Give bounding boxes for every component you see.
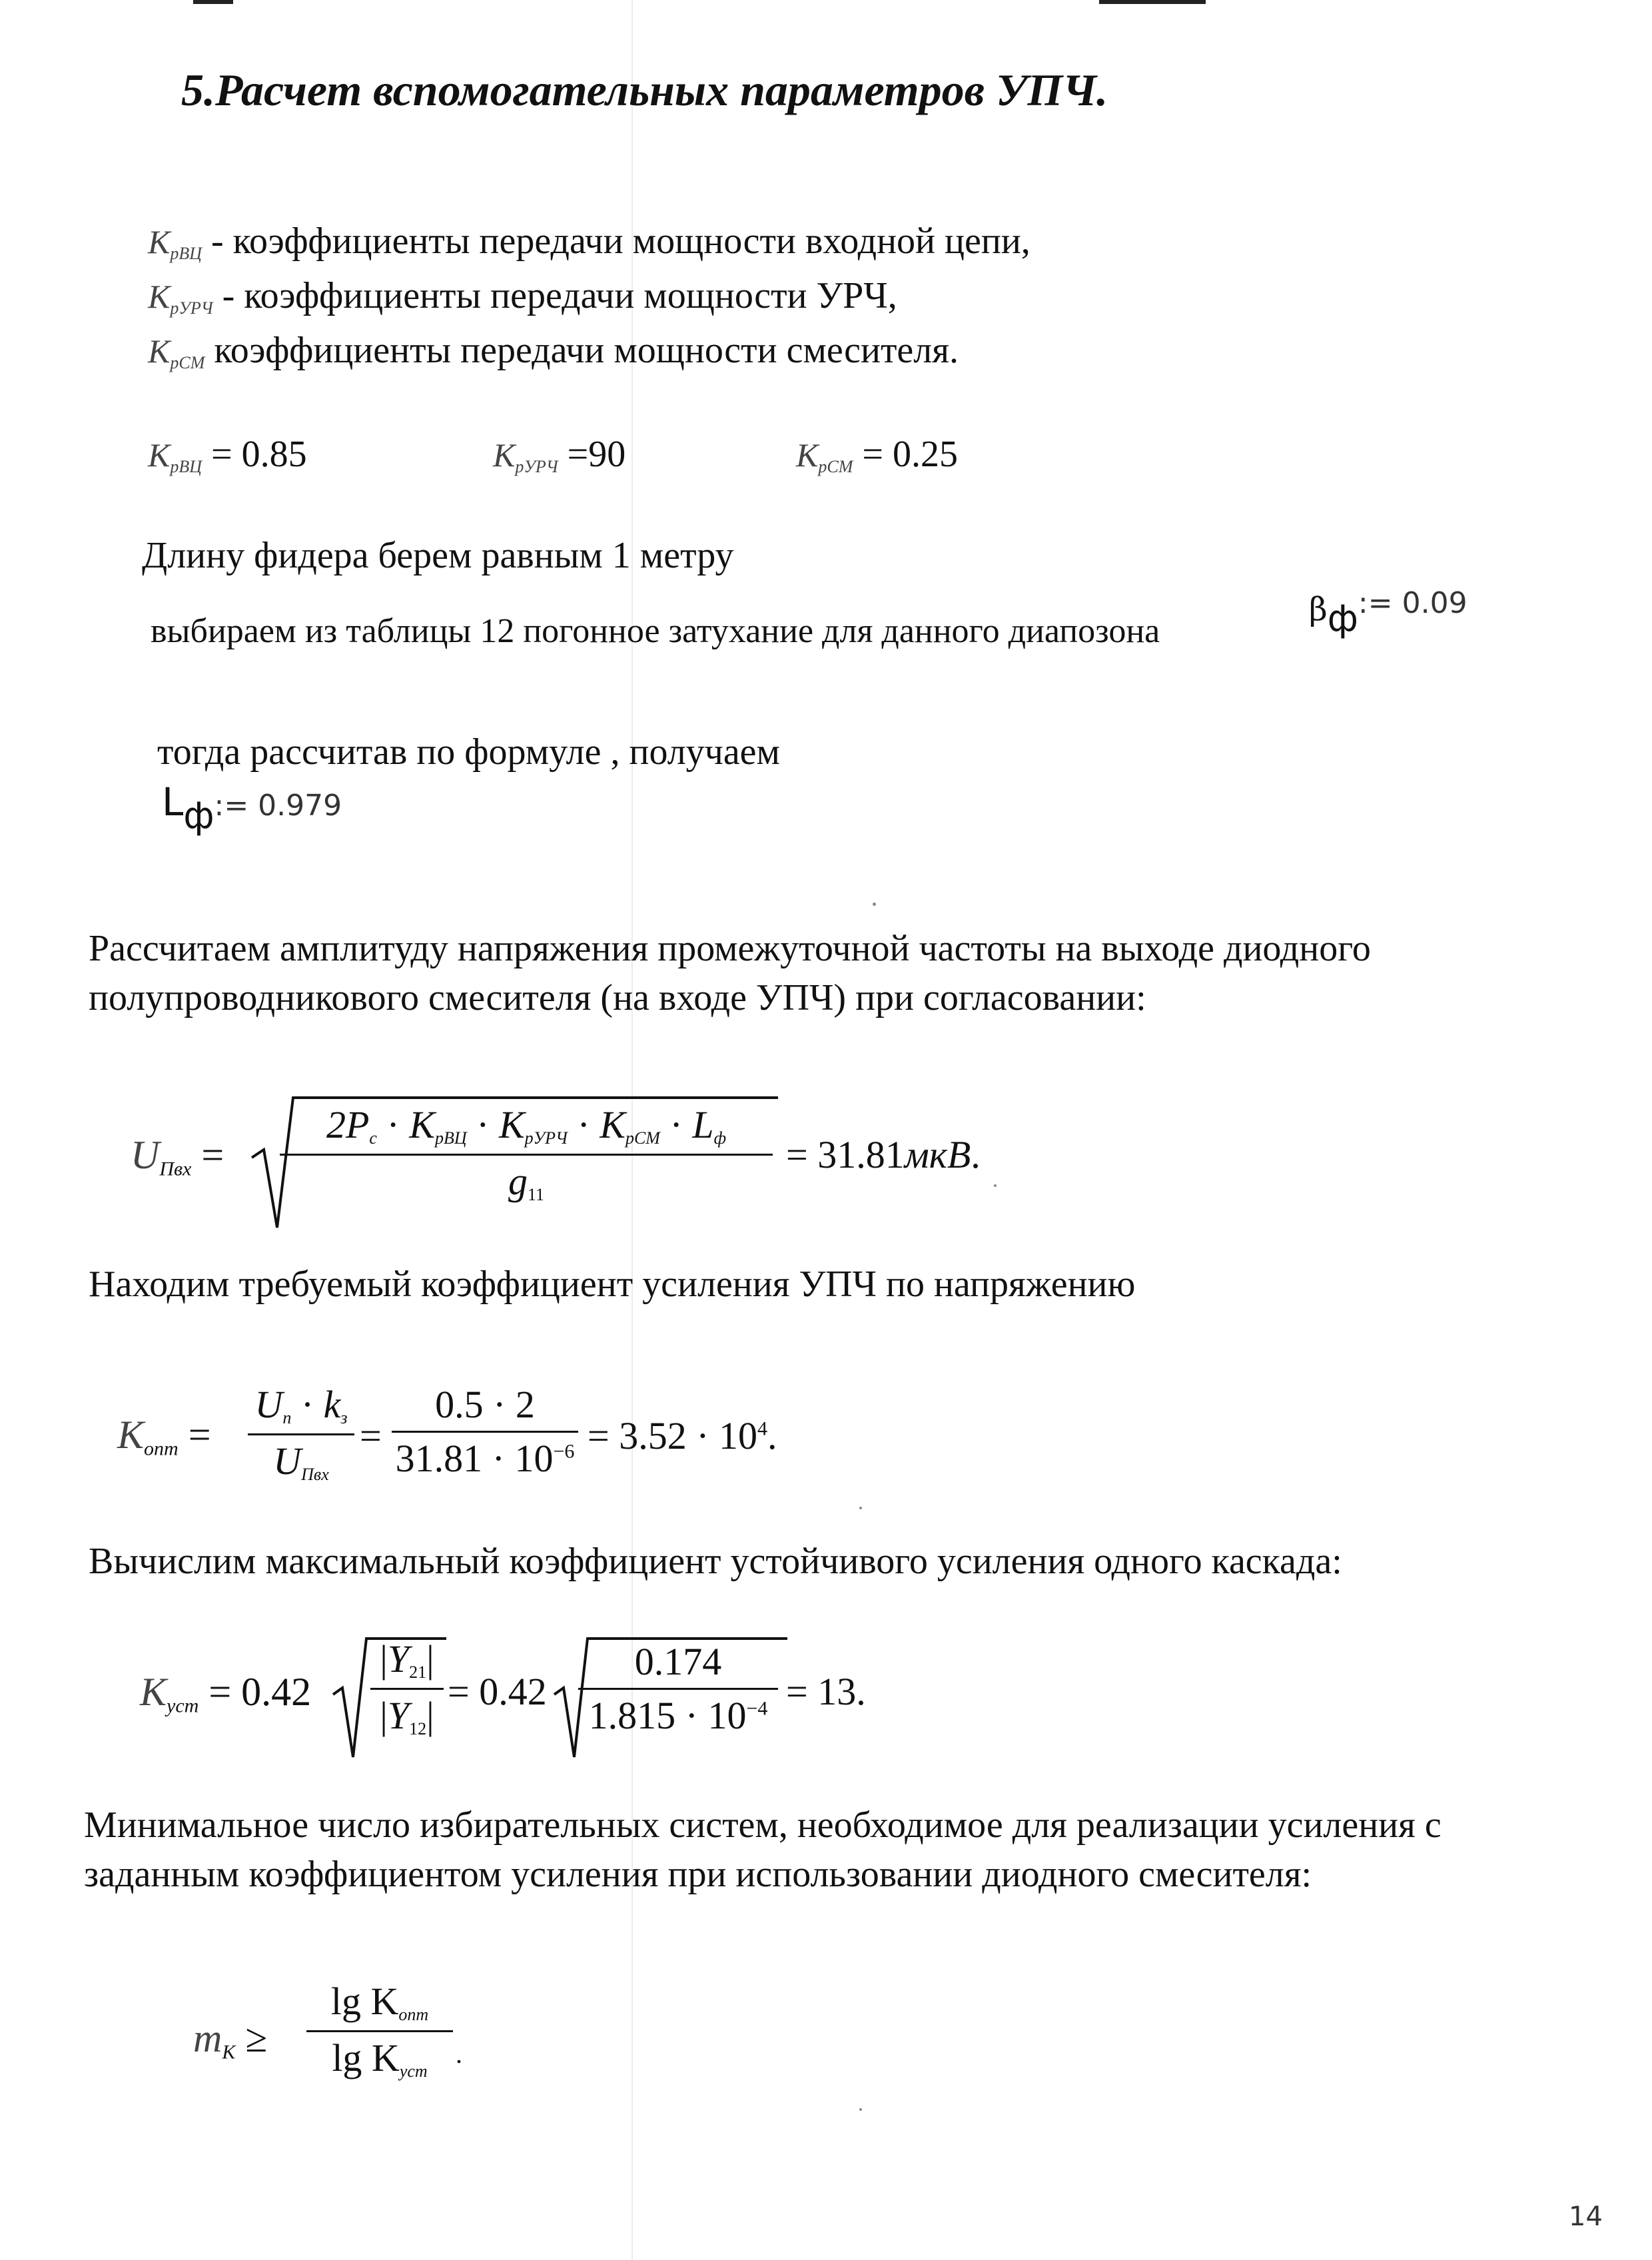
header-remnant-left — [193, 0, 233, 4]
scan-speck — [859, 1507, 862, 1509]
scan-speck — [994, 1184, 997, 1187]
formula-k-ust-fraction-2: 0.174 $1.815 \cdot 10^{-4}$ — [578, 1643, 778, 1735]
min-systems-text-line-1: Минимальное число избирательных систем, необходимое для реализации усиления с — [84, 1804, 1442, 1846]
scan-speck — [859, 2108, 862, 2111]
formula-k-ust-result: = 13. — [786, 1670, 866, 1713]
max-gain-text: Вычислим максимальный коэффициент устойчивого усиления одного каскада: — [89, 1541, 1342, 1582]
value-krvc: $K_{рВЦ} = 0.85$ — [148, 434, 307, 477]
formula-k-opt-result: = $3.52 \cdot 10^4$. — [588, 1414, 777, 1457]
value-krsm: $K_{рСМ} = 0.25$ — [796, 434, 958, 477]
formula-m-k-lhs: $m_K$ ≥ — [193, 2016, 268, 2064]
definition-line-1 — [148, 220, 1031, 264]
formula-k-opt-fraction-1: $U_п \cdot k_з$ $U_{Пвх}$ — [248, 1385, 354, 1483]
formula-m-k-fraction: $\lg K_{опт}$ $\lg K_{уст}$ — [306, 1982, 453, 2080]
definition-text: коэффициенты передачи мощности смесителя. — [205, 330, 959, 371]
section-title: 5.Расчет вспомогательных параметров УПЧ. — [181, 65, 1108, 115]
scan-speck — [873, 903, 876, 906]
formula-m-k-end: . — [456, 2039, 462, 2069]
fraction-denominator: $g_{11}$ — [508, 1160, 545, 1205]
formula-k-ust-lhs: $K_{уст} = 0.42$ — [140, 1670, 312, 1717]
definition-line-2 — [148, 274, 897, 318]
header-remnant-right — [1099, 0, 1206, 4]
table-choice-text: выбираем из таблицы 12 погонное затухание для данного диапозона — [151, 612, 1160, 650]
amplitude-text-line-2: полупроводникового смесителя (на входе УПЧ) при согласовании: — [89, 977, 1146, 1018]
fraction-numerator: $2P_c \cdot K_{рВЦ} \cdot K_{рУРЧ} \cdot K_{рСМ} \cdot L_ф$ — [326, 1103, 727, 1148]
formula-k-ust-fraction-1: $|Y_{21}|$ $|Y_{12}|$ — [370, 1640, 444, 1738]
symbol: $K_{рУРЧ}$ — [148, 278, 213, 318]
min-systems-text-line-2: заданным коэффициентом усиления при использовании диодного смесителя: — [84, 1854, 1312, 1895]
formula-k-ust-coef-2: = 0.42 — [448, 1670, 547, 1713]
amplitude-text-line-1: Рассчитаем амплитуду напряжения промежуточной частоты на выходе диодного — [89, 928, 1371, 969]
formula-u-pvx-lhs: $U_{Пвх}$ = — [131, 1133, 224, 1180]
definition-text: - коэффициенты передачи мощности УРЧ, — [212, 275, 897, 316]
formula-u-pvx-result: = 31.81мкВ. — [786, 1133, 981, 1176]
value-krurch: $K_{рУРЧ} =90$ — [493, 434, 626, 477]
fraction-bar — [280, 1154, 773, 1156]
page-number: 14 — [1569, 2201, 1603, 2232]
formula-k-opt-lhs: $K_{опт}$ = — [117, 1413, 211, 1460]
feeder-length-text: Длину фидера берем равным 1 метру — [142, 535, 734, 576]
lf-assignment: Lф:= 0.979 — [162, 779, 342, 837]
gain-text: Находим требуемый коэффициент усиления УПЧ по напряжению — [89, 1264, 1136, 1305]
symbol: $K_{рВЦ}$ — [148, 223, 203, 264]
then-text: тогда рассчитав по формуле , получаем — [157, 731, 780, 773]
beta-assignment: βф:= 0.09 — [1309, 586, 1467, 640]
equals-sign: = — [360, 1414, 382, 1457]
definition-text: - коэффициенты передачи мощности входной цепи, — [202, 220, 1031, 262]
formula-u-pvx-fraction — [280, 1103, 773, 1205]
symbol: $K_{рСМ}$ — [148, 332, 205, 373]
definition-line-3 — [148, 329, 959, 373]
formula-k-opt-fraction-2: 0.5 · 2 $31.81 \cdot 10^{-6}$ — [392, 1385, 578, 1478]
